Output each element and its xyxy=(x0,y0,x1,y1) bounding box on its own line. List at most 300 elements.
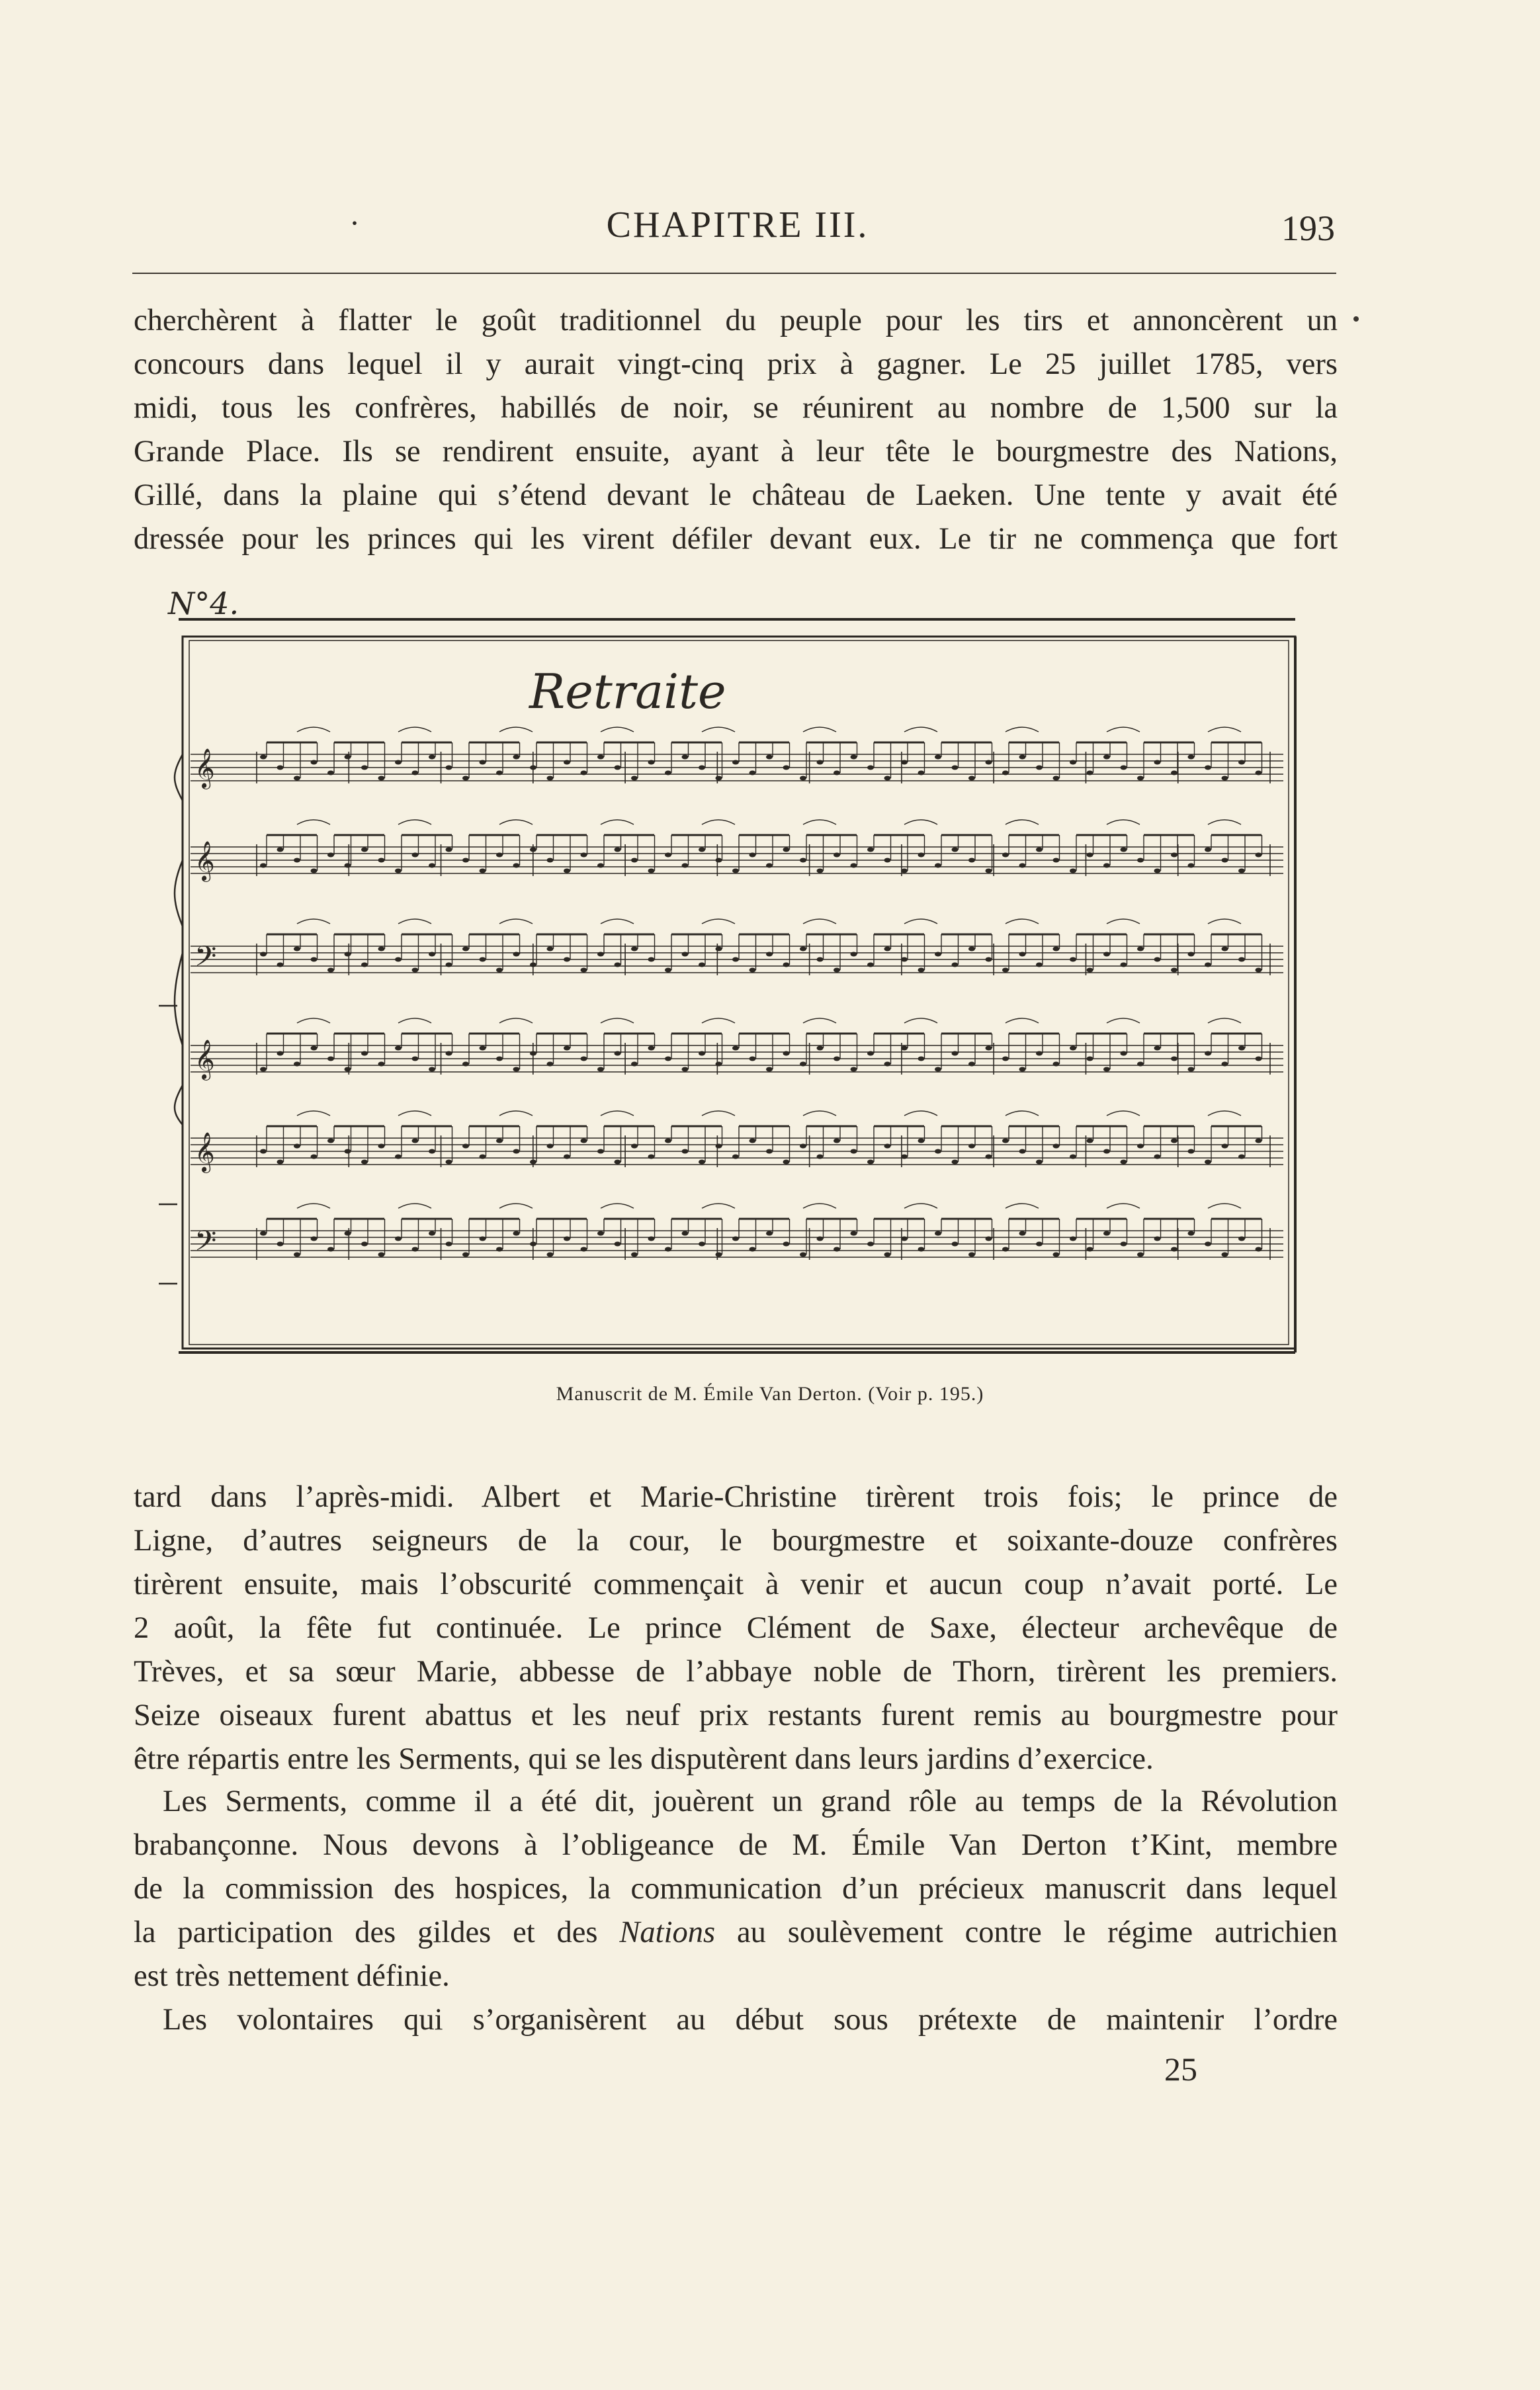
slur-mark xyxy=(803,919,836,924)
note-head xyxy=(277,1051,284,1056)
note-head xyxy=(480,957,486,962)
note-head xyxy=(564,1046,570,1051)
note-head xyxy=(1019,952,1026,957)
figure-caption: Manuscrit de M. Émile Van Derton. (Voir p. 195.) xyxy=(556,1383,984,1405)
note-head xyxy=(429,1149,435,1154)
note-head xyxy=(378,776,385,781)
note-head xyxy=(834,968,840,973)
note-head xyxy=(446,1051,452,1056)
note-head xyxy=(834,771,840,775)
note-head xyxy=(884,1253,891,1257)
note-head xyxy=(1053,858,1060,863)
note-head xyxy=(429,755,435,760)
chapter-title: CHAPITRE III. xyxy=(606,204,869,245)
note-head xyxy=(429,1231,435,1236)
note-head xyxy=(1238,957,1245,962)
note-head xyxy=(513,863,520,868)
note-head xyxy=(395,1046,402,1051)
note-head xyxy=(294,1253,300,1257)
note-head xyxy=(901,957,908,962)
note-head xyxy=(1121,848,1127,852)
note-head xyxy=(1188,1149,1195,1154)
note-head xyxy=(1002,1057,1009,1061)
note-head xyxy=(884,776,891,781)
note-head xyxy=(851,1149,857,1154)
note-head xyxy=(699,1160,705,1165)
note-head xyxy=(682,863,689,868)
note-head xyxy=(277,1242,284,1247)
note-head xyxy=(615,848,621,852)
note-head xyxy=(732,1155,739,1159)
note-head xyxy=(631,1253,638,1257)
text-line: Gillé, dans la plaine qui s’étend devant le château de Laeken. Une tente y avait été xyxy=(134,478,1338,512)
score-title: Retraite xyxy=(529,664,726,719)
text-line: midi, tous les confrères, habillés de noir, se réunirent au nombre de 1,500 sur la xyxy=(134,391,1338,425)
note-head xyxy=(1053,1062,1060,1067)
note-head xyxy=(581,853,587,858)
note-head xyxy=(817,869,824,873)
note-head xyxy=(294,1062,300,1067)
note-head xyxy=(682,1231,689,1236)
note-head xyxy=(665,968,671,973)
slur-mark xyxy=(297,727,330,732)
note-head xyxy=(716,1253,722,1257)
note-head xyxy=(935,863,941,868)
note-head xyxy=(834,853,840,858)
note-head xyxy=(412,1057,419,1061)
note-head xyxy=(412,1247,419,1252)
note-head xyxy=(1154,1155,1161,1159)
note-head xyxy=(732,1237,739,1241)
paragraph-3 xyxy=(134,1780,1338,1998)
note-head xyxy=(1121,1051,1127,1056)
note-head xyxy=(817,1046,824,1051)
note-head xyxy=(1053,947,1060,952)
note-head xyxy=(327,771,334,775)
note-head xyxy=(1137,858,1144,863)
slur-mark xyxy=(499,1204,533,1208)
paragraph-4 xyxy=(134,1998,1338,2042)
note-head xyxy=(1222,858,1228,863)
note-head xyxy=(378,858,385,863)
note-head xyxy=(800,858,806,863)
note-head xyxy=(699,1242,705,1247)
header-dot: · xyxy=(349,206,360,241)
note-head xyxy=(1002,853,1009,858)
note-head xyxy=(783,848,790,852)
note-head xyxy=(462,947,469,952)
note-head xyxy=(682,1067,689,1072)
note-head xyxy=(1171,968,1177,973)
note-head xyxy=(615,963,621,967)
note-head xyxy=(884,1144,891,1149)
note-head xyxy=(648,1155,655,1159)
note-head xyxy=(935,1149,941,1154)
note-head xyxy=(345,1231,351,1236)
note-head xyxy=(1036,1160,1043,1165)
slur-mark xyxy=(601,1204,634,1208)
note-head xyxy=(311,760,318,765)
signature-mark: 25 xyxy=(1164,2051,1197,2088)
note-head xyxy=(867,766,874,770)
note-head xyxy=(1002,1247,1009,1252)
note-head xyxy=(1205,963,1211,967)
note-head xyxy=(496,968,503,973)
note-head xyxy=(1205,1242,1211,1247)
note-head xyxy=(1222,947,1228,952)
note-head xyxy=(682,755,689,760)
note-head xyxy=(1087,1139,1093,1143)
note-head xyxy=(277,963,284,967)
note-head xyxy=(968,1144,975,1149)
note-head xyxy=(1019,755,1026,760)
note-head xyxy=(530,1160,536,1165)
note-head xyxy=(378,1062,385,1067)
note-head xyxy=(446,848,452,852)
note-head xyxy=(665,1057,671,1061)
note-head xyxy=(1256,853,1262,858)
slur-mark xyxy=(601,1111,634,1116)
note-head xyxy=(1137,1253,1144,1257)
note-head xyxy=(547,1144,554,1149)
note-head xyxy=(1103,1149,1110,1154)
note-head xyxy=(395,869,402,873)
note-head xyxy=(766,1149,773,1154)
note-head xyxy=(412,1139,419,1143)
note-head xyxy=(311,1237,318,1241)
note-head xyxy=(260,1149,267,1154)
note-head xyxy=(581,1139,587,1143)
note-head xyxy=(327,853,334,858)
note-head xyxy=(918,968,925,973)
slur-mark xyxy=(1208,919,1241,924)
note-head xyxy=(480,869,486,873)
page-number: 193 xyxy=(1281,208,1335,248)
note-head xyxy=(968,947,975,952)
note-head xyxy=(952,1160,959,1165)
slur-mark xyxy=(1208,820,1241,824)
note-head xyxy=(462,858,469,863)
note-head xyxy=(800,1062,806,1067)
note-head xyxy=(901,1155,908,1159)
note-head xyxy=(361,1160,368,1165)
note-head xyxy=(462,1253,469,1257)
note-head xyxy=(615,1160,621,1165)
note-head xyxy=(732,760,739,765)
slur-mark xyxy=(499,1111,533,1116)
note-head xyxy=(412,771,419,775)
note-head xyxy=(766,1231,773,1236)
note-head xyxy=(648,1046,655,1051)
note-head xyxy=(1154,869,1161,873)
note-head xyxy=(699,963,705,967)
slur-mark xyxy=(601,727,634,732)
note-head xyxy=(682,1149,689,1154)
italic-word: Nations xyxy=(619,1916,716,1949)
music-manuscript-figure xyxy=(159,582,1310,1363)
note-head xyxy=(749,771,756,775)
slur-mark xyxy=(803,1204,836,1208)
note-head xyxy=(429,863,435,868)
slur-mark xyxy=(702,727,735,732)
note-head xyxy=(1053,1253,1060,1257)
note-head xyxy=(395,957,402,962)
note-head xyxy=(817,1155,824,1159)
note-head xyxy=(1188,952,1195,957)
note-head xyxy=(513,755,520,760)
note-head xyxy=(1205,766,1211,770)
slur-mark xyxy=(1107,727,1140,732)
note-head xyxy=(1103,755,1110,760)
slur-mark xyxy=(1107,919,1140,924)
note-head xyxy=(1087,1057,1093,1061)
note-head xyxy=(918,771,925,775)
note-head xyxy=(1087,771,1093,775)
note-head xyxy=(716,947,722,952)
note-head xyxy=(480,1155,486,1159)
text-line: être répartis entre les Serments, qui se les disputèrent dans leurs jardins d’exercice. xyxy=(134,1742,1154,1776)
note-head xyxy=(345,755,351,760)
note-head xyxy=(564,760,570,765)
note-head xyxy=(327,968,334,973)
slur-mark xyxy=(601,1018,634,1023)
note-head xyxy=(597,755,604,760)
note-head xyxy=(327,1057,334,1061)
note-head xyxy=(530,963,536,967)
note-head xyxy=(1019,1149,1026,1154)
note-head xyxy=(1205,848,1211,852)
note-head xyxy=(1103,1067,1110,1072)
note-head xyxy=(732,1046,739,1051)
note-head xyxy=(834,1247,840,1252)
note-head xyxy=(851,863,857,868)
note-head xyxy=(446,1242,452,1247)
note-head xyxy=(361,1051,368,1056)
note-head xyxy=(345,1067,351,1072)
note-head xyxy=(699,766,705,770)
note-head xyxy=(665,853,671,858)
note-head xyxy=(699,1051,705,1056)
clef-glyph: 𝄞 xyxy=(194,841,215,881)
slur-mark xyxy=(1005,1204,1039,1208)
note-head xyxy=(277,1160,284,1165)
note-head xyxy=(834,1139,840,1143)
slur-mark xyxy=(803,727,836,732)
note-head xyxy=(530,848,536,852)
note-head xyxy=(1171,1139,1177,1143)
note-head xyxy=(766,755,773,760)
slur-mark xyxy=(1107,820,1140,824)
clef-glyph: 𝄞 xyxy=(194,1040,215,1079)
note-head xyxy=(513,1149,520,1154)
note-head xyxy=(952,1051,959,1056)
note-head xyxy=(361,963,368,967)
note-head xyxy=(699,848,705,852)
note-head xyxy=(1222,1144,1228,1149)
note-head xyxy=(1154,760,1161,765)
slur-mark xyxy=(1005,1018,1039,1023)
note-head xyxy=(277,766,284,770)
note-head xyxy=(345,952,351,957)
note-head xyxy=(446,766,452,770)
text-line: est très nettement définie. xyxy=(134,1959,450,1993)
note-head xyxy=(986,1046,992,1051)
note-head xyxy=(513,1231,520,1236)
note-head xyxy=(1238,1155,1245,1159)
note-head xyxy=(429,1067,435,1072)
slur-mark xyxy=(1005,727,1039,732)
slur-mark xyxy=(904,727,937,732)
note-head xyxy=(631,1144,638,1149)
note-head xyxy=(935,1067,941,1072)
note-head xyxy=(294,1144,300,1149)
note-head xyxy=(1019,1067,1026,1072)
note-head xyxy=(716,858,722,863)
note-head xyxy=(1171,853,1177,858)
note-head xyxy=(851,755,857,760)
note-head xyxy=(597,863,604,868)
note-head xyxy=(1137,1062,1144,1067)
slur-mark xyxy=(601,919,634,924)
note-head xyxy=(395,760,402,765)
note-head xyxy=(412,853,419,858)
text-segment: au soulèvement contre le régime autrichien xyxy=(715,1916,1338,1949)
slur-mark xyxy=(297,820,330,824)
slur-mark xyxy=(398,1018,431,1023)
note-head xyxy=(935,755,941,760)
note-head xyxy=(732,957,739,962)
slur-mark xyxy=(1208,1204,1241,1208)
slur-mark xyxy=(398,727,431,732)
note-head xyxy=(395,1155,402,1159)
text-line: Grande Place. Ils se rendirent ensuite, ayant à leur tête le bourgmestre des Nations, xyxy=(134,435,1338,468)
note-head xyxy=(1256,1139,1262,1143)
note-head xyxy=(1103,1231,1110,1236)
note-head xyxy=(462,1144,469,1149)
note-head xyxy=(1070,1046,1076,1051)
slur-mark xyxy=(1208,1111,1241,1116)
slur-mark xyxy=(904,1204,937,1208)
slur-mark xyxy=(297,1111,330,1116)
header-rule xyxy=(132,273,1336,274)
text-line: Les volontaires qui s’organisèrent au début sous prétexte de maintenir l’ordre xyxy=(163,2003,1338,2037)
slur-mark xyxy=(297,1018,330,1023)
note-head xyxy=(884,1062,891,1067)
note-head xyxy=(564,1155,570,1159)
note-head xyxy=(1256,771,1262,775)
slur-mark xyxy=(601,820,634,824)
slur-mark xyxy=(904,1111,937,1116)
note-head xyxy=(496,853,503,858)
note-head xyxy=(901,1237,908,1241)
note-head xyxy=(834,1057,840,1061)
note-head xyxy=(968,776,975,781)
paragraph-1 xyxy=(134,299,1338,561)
note-head xyxy=(597,1149,604,1154)
text-line: tirèrent ensuite, mais l’obscurité commençait à venir et aucun coup n’avait porté. Le xyxy=(134,1568,1338,1601)
note-head xyxy=(260,755,267,760)
note-head xyxy=(851,1231,857,1236)
note-head xyxy=(716,1144,722,1149)
note-head xyxy=(1256,1247,1262,1252)
text-line: Seize oiseaux furent abattus et les neuf prix restants furent remis au bourgmestre pour xyxy=(134,1699,1338,1732)
note-head xyxy=(817,1237,824,1241)
note-head xyxy=(530,766,536,770)
note-head xyxy=(1238,869,1245,873)
note-head xyxy=(766,952,773,957)
text-line: tard dans l’après-midi. Albert et Marie-Christine tirèrent trois fois; le prince de xyxy=(134,1480,1338,1514)
note-head xyxy=(952,1242,959,1247)
slur-mark xyxy=(1208,727,1241,732)
slur-mark xyxy=(803,820,836,824)
clef-glyph: 𝄢 xyxy=(194,1225,217,1264)
note-head xyxy=(1256,968,1262,973)
slur-mark xyxy=(1107,1204,1140,1208)
note-head xyxy=(648,1237,655,1241)
note-head xyxy=(311,1155,318,1159)
slur-mark xyxy=(702,1111,735,1116)
slur-mark xyxy=(1107,1111,1140,1116)
slur-mark xyxy=(297,1204,330,1208)
note-head xyxy=(783,963,790,967)
text-line: dressée pour les princes qui les virent défiler devant eux. Le tir ne commença que fort xyxy=(134,522,1338,556)
note-head xyxy=(564,957,570,962)
note-head xyxy=(682,952,689,957)
note-head xyxy=(1036,848,1043,852)
slur-mark xyxy=(499,820,533,824)
note-head xyxy=(547,858,554,863)
slur-mark xyxy=(1208,1018,1241,1023)
note-head xyxy=(749,968,756,973)
text-line: Ligne, d’autres seigneurs de la cour, le bourgmestre et soixante-douze confrères xyxy=(134,1524,1338,1558)
note-head xyxy=(648,760,655,765)
note-head xyxy=(378,1253,385,1257)
note-head xyxy=(429,952,435,957)
note-head xyxy=(800,776,806,781)
note-head xyxy=(1087,1247,1093,1252)
note-head xyxy=(1188,863,1195,868)
note-head xyxy=(1070,1155,1076,1159)
note-head xyxy=(783,766,790,770)
note-head xyxy=(615,1051,621,1056)
note-head xyxy=(1154,1237,1161,1241)
note-head xyxy=(749,1139,756,1143)
note-head xyxy=(901,1046,908,1051)
margin-speck xyxy=(1353,316,1359,322)
note-head xyxy=(783,1051,790,1056)
note-head xyxy=(817,760,824,765)
note-head xyxy=(968,1253,975,1257)
note-head xyxy=(1070,957,1076,962)
note-head xyxy=(749,1247,756,1252)
slur-mark xyxy=(398,1204,431,1208)
note-head xyxy=(884,858,891,863)
note-head xyxy=(665,1247,671,1252)
note-head xyxy=(1222,1253,1228,1257)
note-head xyxy=(1121,963,1127,967)
note-head xyxy=(480,760,486,765)
note-head xyxy=(1222,776,1228,781)
note-head xyxy=(1087,968,1093,973)
note-head xyxy=(867,1051,874,1056)
note-head xyxy=(581,968,587,973)
note-head xyxy=(1053,776,1060,781)
paragraph-2 xyxy=(134,1476,1338,1781)
note-head xyxy=(800,1253,806,1257)
note-head xyxy=(1137,947,1144,952)
slur-mark xyxy=(702,820,735,824)
note-head xyxy=(986,869,992,873)
